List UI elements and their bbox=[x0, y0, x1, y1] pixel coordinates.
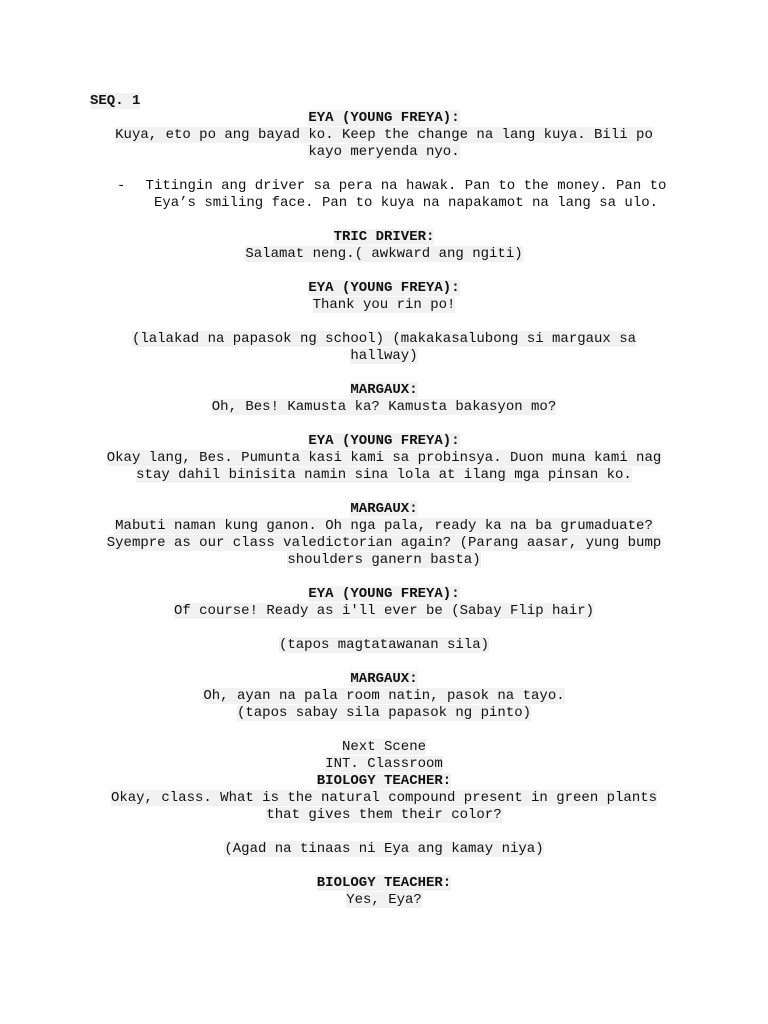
bullet-dash: - bbox=[117, 178, 126, 194]
dialogue-block bbox=[96, 586, 672, 620]
character-name: MARGAUX: bbox=[350, 501, 418, 517]
character-name: TRIC DRIVER: bbox=[333, 229, 435, 245]
dialogue-line: Of course! Ready as i'll ever be (Sabay Flip hair) bbox=[173, 603, 595, 619]
dialogue-block bbox=[96, 875, 672, 909]
character-name: EYA (YOUNG FREYA): bbox=[308, 433, 460, 449]
action-text: (tapos sabay sila papasok ng pinto) bbox=[236, 705, 532, 721]
dialogue-line: Okay lang, Bes. Pumunta kasi kami sa probinsya. Duon muna kami nag stay dahil binisita namin sina lola at ilang mga pinsan ko. bbox=[106, 450, 662, 483]
action-line bbox=[96, 841, 672, 858]
action-line bbox=[96, 637, 672, 654]
character-name: EYA (YOUNG FREYA): bbox=[308, 110, 460, 126]
dialogue-line: Salamat neng.( awkward ang ngiti) bbox=[245, 246, 523, 262]
dialogue-line: Thank you rin po! bbox=[312, 297, 456, 313]
character-name: MARGAUX: bbox=[350, 671, 418, 687]
dialogue-block bbox=[96, 501, 672, 569]
dialogue-line: Mabuti naman kung ganon. Oh nga pala, ready ka na ba grumaduate? Syempre as our class valedictorian again? (Parang aasar, yung bump shoulders ganern basta) bbox=[106, 518, 662, 568]
action-text: (Agad na tinaas ni Eya ang kamay niya) bbox=[224, 841, 544, 857]
scene-transition bbox=[96, 739, 672, 773]
dialogue-line: Kuya, eto po ang bayad ko. Keep the change na lang kuya. Bili po kayo meryenda nyo. bbox=[115, 127, 653, 160]
dialogue-block bbox=[96, 671, 672, 722]
dialogue-line: Oh, Bes! Kamusta ka? Kamusta bakasyon mo? bbox=[211, 399, 557, 415]
dialogue-block bbox=[96, 382, 672, 416]
character-name: BIOLOGY TEACHER: bbox=[316, 773, 452, 789]
action-text: Titingin ang driver sa pera na hawak. Pan to the money. Pan to Eya’s smiling face. Pan to kuya na napakamot na lang sa ulo. bbox=[145, 178, 667, 211]
script-body bbox=[96, 110, 672, 926]
dialogue-block bbox=[96, 229, 672, 263]
action-line bbox=[96, 331, 672, 365]
action-text: (lalakad na papasok ng school) (makakasalubong si margaux sa hallway) bbox=[131, 331, 637, 364]
dialogue-block bbox=[96, 280, 672, 314]
dialogue-line: Oh, ayan na pala room natin, pasok na tayo. bbox=[203, 688, 565, 704]
scene-heading-text: SEQ. 1 bbox=[90, 93, 141, 109]
character-name: MARGAUX: bbox=[350, 382, 418, 398]
dialogue-block bbox=[96, 773, 672, 824]
action-text: (tapos magtatawanan sila) bbox=[278, 637, 490, 653]
dialogue-line: Okay, class. What is the natural compound present in green plants that gives them their color? bbox=[110, 790, 658, 823]
transition-text: Next Scene bbox=[341, 739, 426, 755]
scene-location: INT. Classroom bbox=[325, 756, 443, 772]
action-bullet bbox=[96, 178, 672, 212]
character-name: EYA (YOUNG FREYA): bbox=[308, 586, 460, 602]
character-name: BIOLOGY TEACHER: bbox=[316, 875, 452, 891]
scene-heading bbox=[90, 93, 140, 110]
character-name: EYA (YOUNG FREYA): bbox=[308, 280, 460, 296]
dialogue-block bbox=[96, 433, 672, 484]
dialogue-line: Yes, Eya? bbox=[346, 892, 422, 908]
dialogue-block bbox=[96, 110, 672, 161]
